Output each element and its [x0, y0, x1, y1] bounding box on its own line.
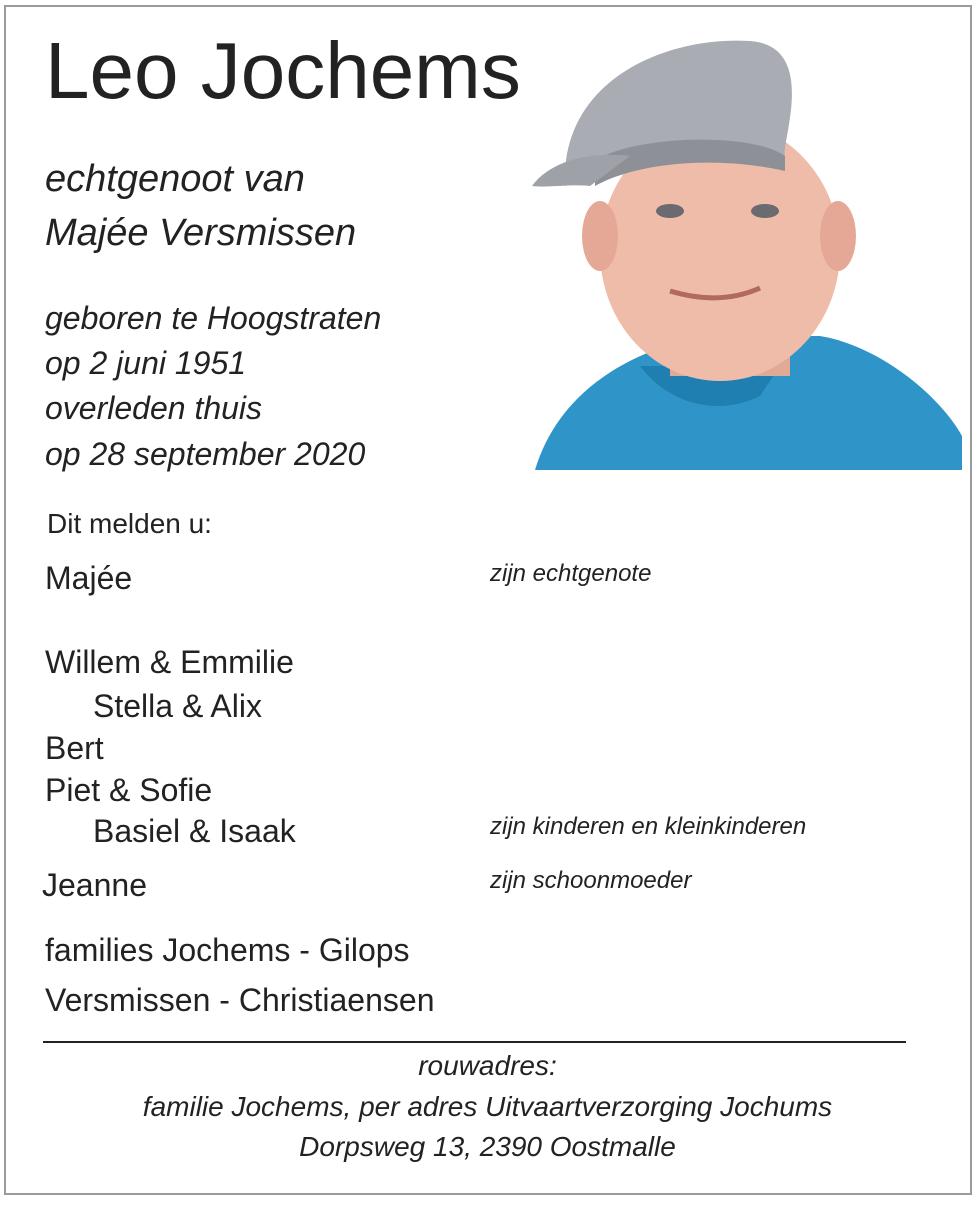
deceased-name: Leo Jochems [45, 26, 521, 115]
family-spouse: Majée [45, 560, 133, 596]
families-line-2: Versmissen - Christiaensen [45, 982, 435, 1018]
divider [43, 1041, 906, 1043]
children-role: zijn kinderen en kleinkinderen [490, 813, 807, 840]
died-date: op 28 september 2020 [45, 436, 366, 472]
portrait-photo [520, 36, 962, 470]
family-mother-in-law: Jeanne [42, 867, 147, 903]
spouse-line-2: Majée Versmissen [45, 212, 357, 254]
spouse-line-1: echtgenoot van [45, 158, 305, 200]
family-child: Piet & Sofie [45, 772, 213, 808]
families-line-1: families Jochems - Gilops [45, 932, 410, 968]
died-place: overleden thuis [45, 390, 263, 426]
address-label: rouwadres: [418, 1050, 557, 1081]
family-grandchildren: Basiel & Isaak [93, 813, 296, 849]
family-child: Willem & Emmilie [45, 644, 294, 680]
mother-in-law-role: zijn schoonmoeder [490, 867, 692, 894]
spouse-role: zijn echtgenote [490, 560, 652, 587]
address-line-1: familie Jochems, per adres Uitvaartverzorging Jochums [142, 1091, 833, 1122]
family-grandchildren: Stella & Alix [93, 688, 262, 724]
address-line-2: Dorpsweg 13, 2390 Oostmalle [299, 1131, 676, 1162]
born-date: op 2 juni 1951 [45, 345, 247, 381]
announcement-heading: Dit melden u: [47, 508, 212, 539]
family-child: Bert [45, 730, 104, 766]
born-place: geboren te Hoogstraten [45, 300, 382, 336]
